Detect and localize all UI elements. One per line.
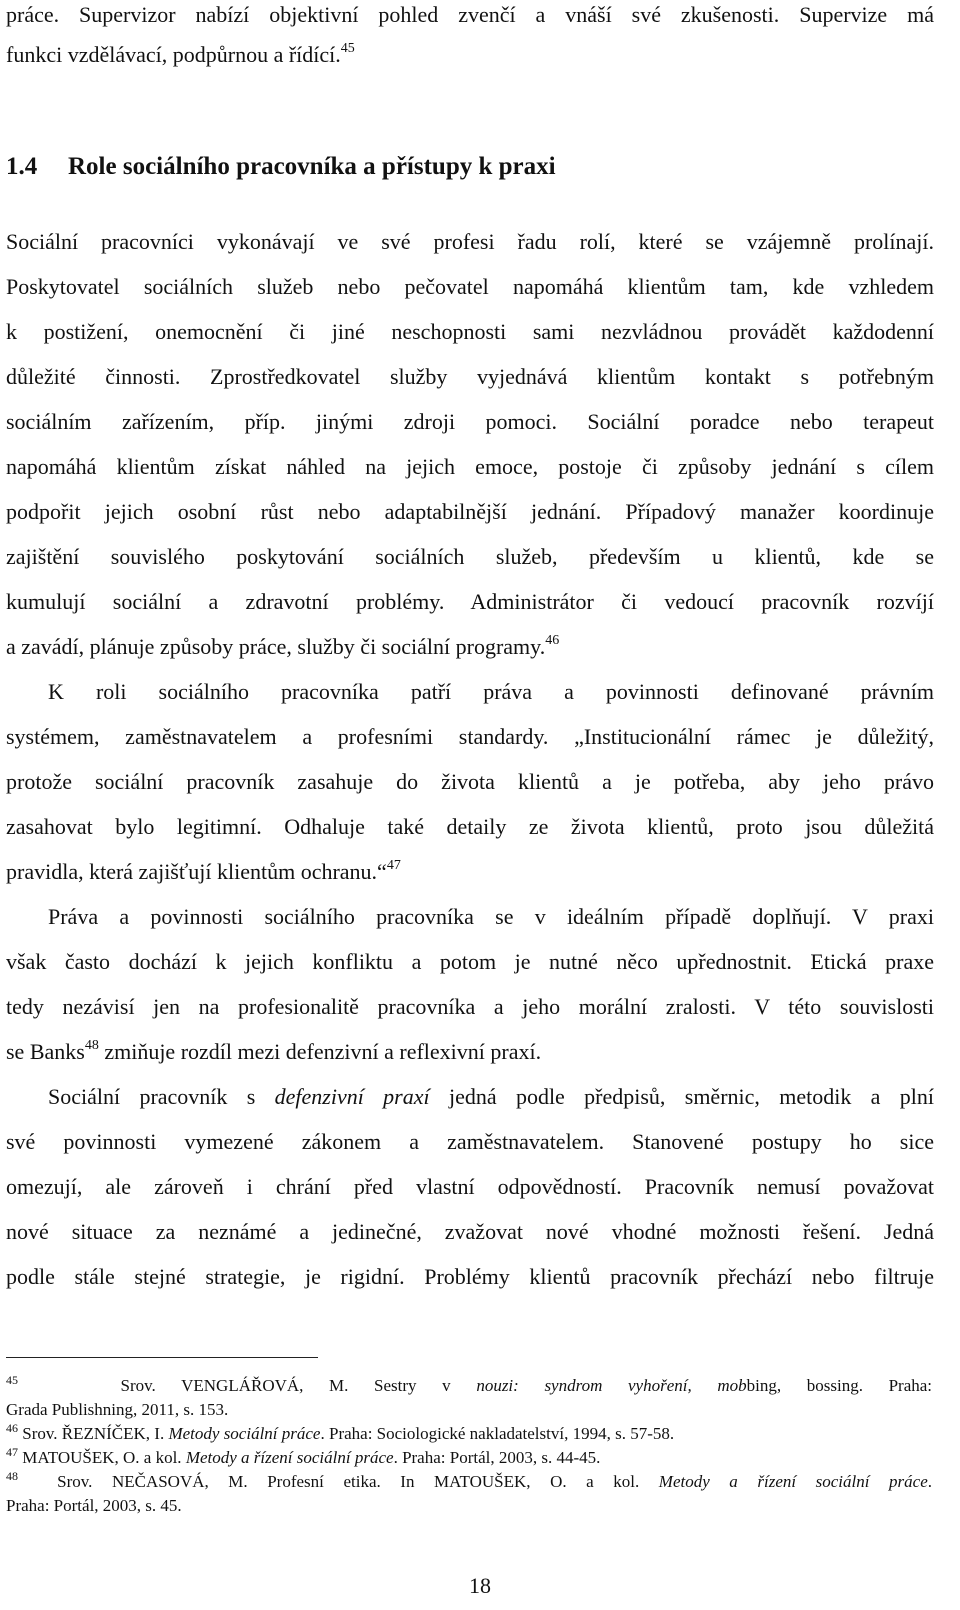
body-line: zajištění souvislého poskytování sociálních služeb, především u klientů, kde se [6, 544, 934, 569]
body-line: Práva a povinnosti sociálního pracovníka se v ideálním případě doplňují. V praxi [48, 904, 934, 929]
section-title: Role sociálního pracovníka a přístupy k praxi [68, 153, 556, 180]
body-line: však často dochází k jejich konfliktu a potom je nutné něco upřednostnit. Etická praxe [6, 949, 934, 974]
body-line: práce. Supervizor nabízí objektivní pohled zvenčí a vnáší své zkušenosti. Supervize má [6, 2, 934, 27]
body-line: k postižení, onemocnění či jiné neschopnosti sami nezvládnou provádět každodenní [6, 319, 934, 344]
page-number: 18 [469, 1573, 491, 1598]
footnote-number: 48 [6, 1470, 18, 1483]
body-line: pravidla, která zajišťují klientům ochranu.“$^{47}$ [6, 858, 401, 884]
footnote-45-line2: Grada Publishning, 2011, s. 153. [6, 1400, 229, 1419]
body-line: nové situace za neznámé a jedinečné, zvažovat nové vhodné možnosti řešení. Jedná [6, 1219, 934, 1244]
body-line: podle stále stejné strategie, je rigidní. Problémy klientů pracovník přechází nebo filtruje [6, 1264, 934, 1289]
footnote-number: 45 [6, 1374, 18, 1387]
italic-term: defenzivní praxí [274, 1084, 430, 1109]
footnote-46: $^{46}$ Srov. ŘEZNÍČEK, I. Metody sociální práce. Praha: Sociologické nakladatelství, 1994, s. 57-58. [6, 1422, 675, 1443]
footnote-ref: 48 [84, 1038, 99, 1053]
body-line: zasahovat bylo legitimní. Odhaluje také detaily ze života klientů, proto jsou důležitá [6, 814, 934, 839]
body-line: systémem, zaměstnavatelem a profesními standardy. „Institucionální rámec je důležitý, [6, 724, 934, 749]
footnote-ref: 47 [386, 858, 401, 873]
body-line: protože sociální pracovník zasahuje do života klientů a je potřeba, aby jeho právo [6, 769, 934, 794]
body-line: Sociální pracovníci vykonávají ve své profesi řadu rolí, které se vzájemně prolínají. [6, 229, 934, 254]
body-line: tedy nezávisí jen na profesionalitě pracovníka a jeho morální zralosti. V této souvislosti [6, 994, 934, 1019]
body-line: se Banks$^{48}$ zmiňuje rozdíl mezi defenzivní a reflexivní praxí. [6, 1038, 542, 1064]
body-line: a zavádí, plánuje způsoby práce, služby či sociální programy.$^{46}$ [6, 633, 560, 659]
body-line: podpořit jejich osobní růst nebo adaptabilnější jednání. Případový manažer koordinuje [6, 499, 934, 524]
body-line: funkci vzdělávací, podpůrnou a řídící.$^{45}$ [6, 41, 355, 67]
section-heading [6, 150, 556, 184]
footnote-48-line2: Praha: Portál, 2003, s. 45. [6, 1496, 182, 1515]
footnote-ref: 45 [340, 41, 355, 56]
body-line: své povinnosti vymezené zákonem a zaměstnavatelem. Stanovené postupy ho sice [6, 1129, 934, 1154]
footnote-45: $^{45}$ Srov. VENGLÁŘOVÁ, M. Sestry v nouzi: syndrom vyhoření, mobbing, bossing. Praha: [6, 1374, 932, 1395]
body-line: Poskytovatel sociálních služeb nebo pečovatel napomáhá klientům tam, kde vzhledem [6, 274, 934, 299]
body-line: kumulují sociální a zdravotní problémy. Administrátor či vedoucí pracovník rozvíjí [6, 589, 934, 614]
footnote-ref: 46 [545, 633, 560, 648]
body-line: K roli sociálního pracovníka patří práva a povinnosti definované právním [48, 679, 934, 704]
footnote-number: 47 [6, 1446, 18, 1459]
body-line: omezují, ale zároveň i chrání před vlastní odpovědností. Pracovník nemusí považovat [6, 1174, 934, 1199]
body-line: důležité činnosti. Zprostředkovatel služby vyjednává klientům kontakt s potřebným [6, 364, 934, 389]
section-number: 1.4 [6, 153, 38, 180]
footnote-number: 46 [6, 1422, 18, 1435]
footnote-47: $^{47}$ MATOUŠEK, O. a kol. Metody a řízení sociální práce. Praha: Portál, 2003, s. 44-45. [6, 1446, 601, 1467]
footnote-separator [6, 1357, 318, 1358]
footnote-48: $^{48}$ Srov. NEČASOVÁ, M. Profesní etika. In MATOUŠEK, O. a kol. Metody a řízení sociální práce. [6, 1470, 932, 1491]
body-line: Sociální pracovník s defenzivní praxí jedná podle předpisů, směrnic, metodik a plní [48, 1084, 934, 1109]
body-line: sociálním zařízením, příp. jinými zdroji pomoci. Sociální poradce nebo terapeut [6, 409, 934, 434]
body-line: napomáhá klientům získat náhled na jejich emoce, postoje či způsoby jednání s cílem [6, 454, 934, 479]
